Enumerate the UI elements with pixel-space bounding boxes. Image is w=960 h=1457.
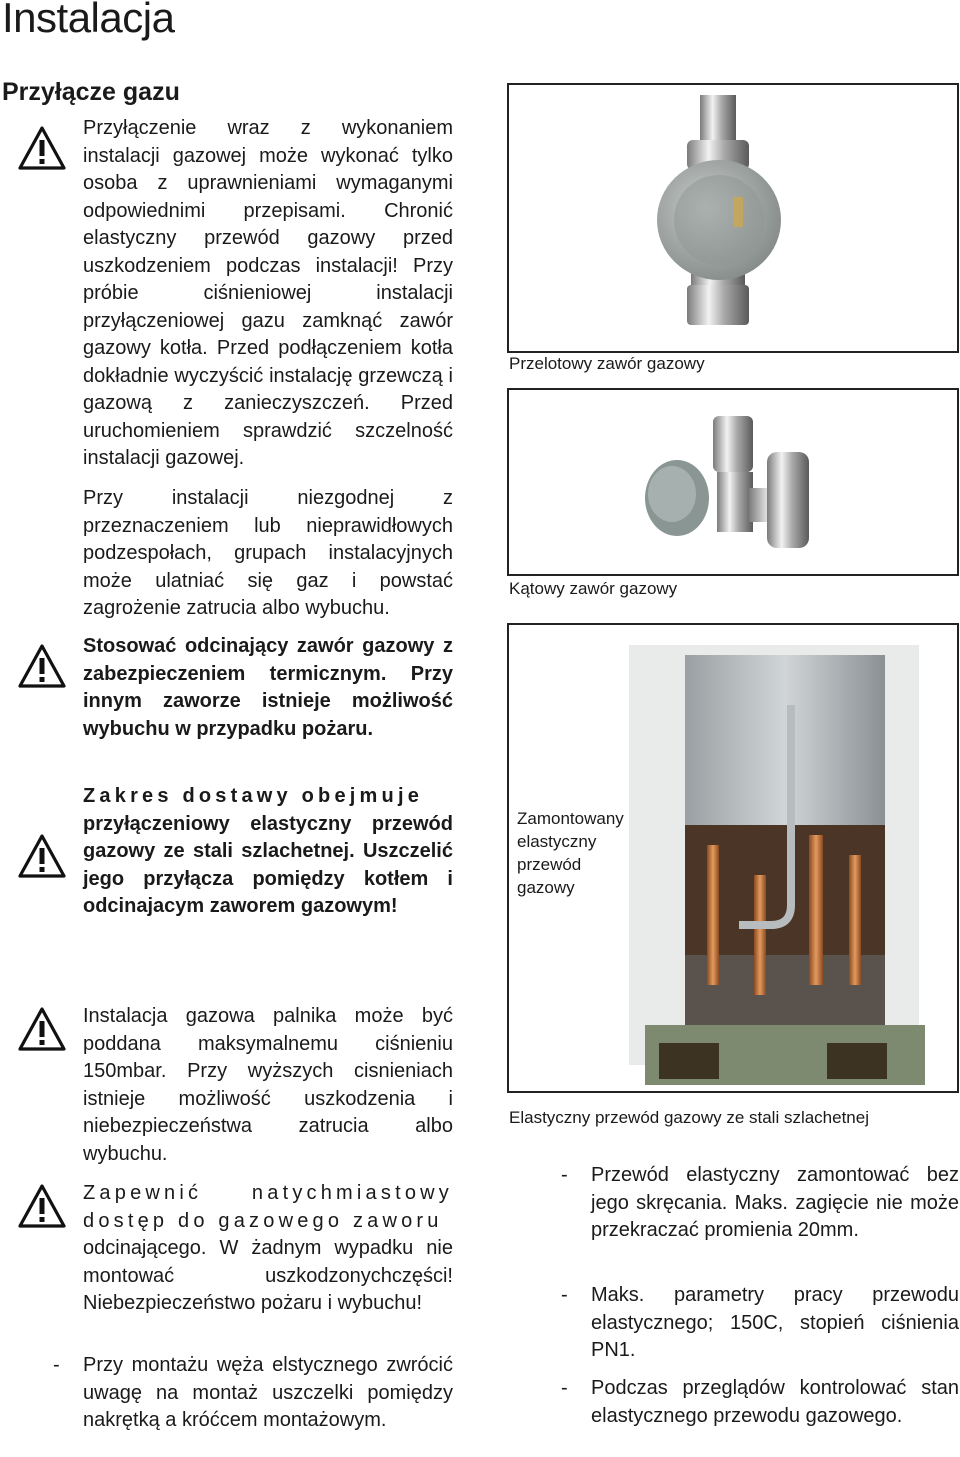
through-gas-valve-photo bbox=[509, 85, 957, 351]
angle-valve-photo-frame bbox=[507, 388, 959, 576]
valve-access-body: odcinającego. W żadnym wypadku nie montować uszkodzonychczęści! Niebezpieczeństwo pożaru i wybuchu! bbox=[83, 1237, 453, 1314]
delivery-scope-note bbox=[83, 783, 453, 921]
bullet-text: Przy montażu węża elstycznego zwrócić uwagę na montaż uszczelki pomiędzy nakrętką a króćcem montażowym. bbox=[83, 1354, 453, 1431]
bullet-text: Przewód elastyczny zamontować bez jego skręcania. Maks. zagięcie nie może przekraczać promienia 20mm. bbox=[591, 1164, 959, 1241]
bullet-text: Maks. parametry pracy przewodu elastycznego; 150C, stopień ciśnienia PN1. bbox=[591, 1284, 959, 1361]
gas-connection-warning-text: Przyłączenie wraz z wykonaniem instalacji gazowej może wykonać tylko osoba z uprawnieniami wymaganymi odpowiednimi przepisami. Chronić elastyczny przewód gazowy przed uszkodzeniem podczas instalacji! Przy próbie ciśnieniowej instalacji przyłączeniowej gazu zamknąć zawór gazowy kotła. Przed podłączeniem kotła dokładnie wyczyścić instalację grzewczą i gazową z zanieczyszczeń. Przed uruchomieniem sprawdzić szczelność instalacji gazowej. bbox=[83, 117, 453, 469]
boiler-photo-caption: Elastyczny przewód gazowy ze stali szlachetnej bbox=[509, 1108, 869, 1127]
delivery-scope-heading: Zakres dostawy obejmuje bbox=[83, 785, 424, 807]
gas-leak-warning-text: Przy instalacji niezgodnej z przeznaczeniem lub nieprawidłowych podzespołach, grupach instalacyjnych może ulatniać się gaz i powstać zagrożenie zatrucia albo wybuchu. bbox=[83, 487, 453, 619]
valve-access-warning bbox=[83, 1180, 453, 1318]
section-title: Przyłącze gazu bbox=[2, 78, 180, 106]
boiler-photo-frame bbox=[507, 623, 959, 1093]
max-pressure-warning-text: Instalacja gazowa palnika może być poddana maksymalnemu ciśnieniu 150mbar. Przy wyższych cisnieniach istnieje możliwość uszkodzenia i niebezpieczeństwa zatrucia albo wybuchu. bbox=[83, 1005, 453, 1165]
warning-icon bbox=[17, 125, 67, 171]
through-valve-photo-frame bbox=[507, 83, 959, 353]
bullet-text: Podczas przeglądów kontrolować stan elastycznego przewodu gazowego. bbox=[591, 1377, 959, 1427]
delivery-scope-body: przyłączeniowy elastyczny przewód gazowy ze stali szlachetnej. Uszczelić jego przyłącza pomiędzy kotłem i odcinajacym zaworem gazowym! bbox=[83, 812, 453, 917]
through-valve-caption: Przelotowy zawór gazowy bbox=[509, 354, 705, 373]
bullet-dash: - bbox=[561, 1284, 568, 1306]
angle-gas-valve-photo bbox=[509, 390, 957, 574]
warning-icon bbox=[17, 1006, 67, 1052]
page-title: Instalacja bbox=[2, 0, 175, 41]
thermal-cutoff-valve-warning: Stosować odcinający zawór gazowy z zabezpieczeniem termicznym. Przy innym zaworze istnieje możliwość wybuchu w przypadku pożaru. bbox=[83, 635, 453, 740]
warning-icon bbox=[17, 833, 67, 879]
installed-hose-caption: Zamontowany elastyczny przewód gazowy bbox=[517, 805, 629, 901]
warning-icon bbox=[17, 643, 67, 689]
angle-valve-caption: Kątowy zawór gazowy bbox=[509, 579, 678, 598]
bullet-dash: - bbox=[53, 1354, 60, 1376]
bullet-dash: - bbox=[561, 1164, 568, 1186]
warning-icon bbox=[17, 1183, 67, 1229]
valve-access-heading: Zapewnić natychmiastowy dostęp do gazowego zaworu bbox=[83, 1182, 453, 1232]
bullet-dash: - bbox=[561, 1377, 568, 1399]
